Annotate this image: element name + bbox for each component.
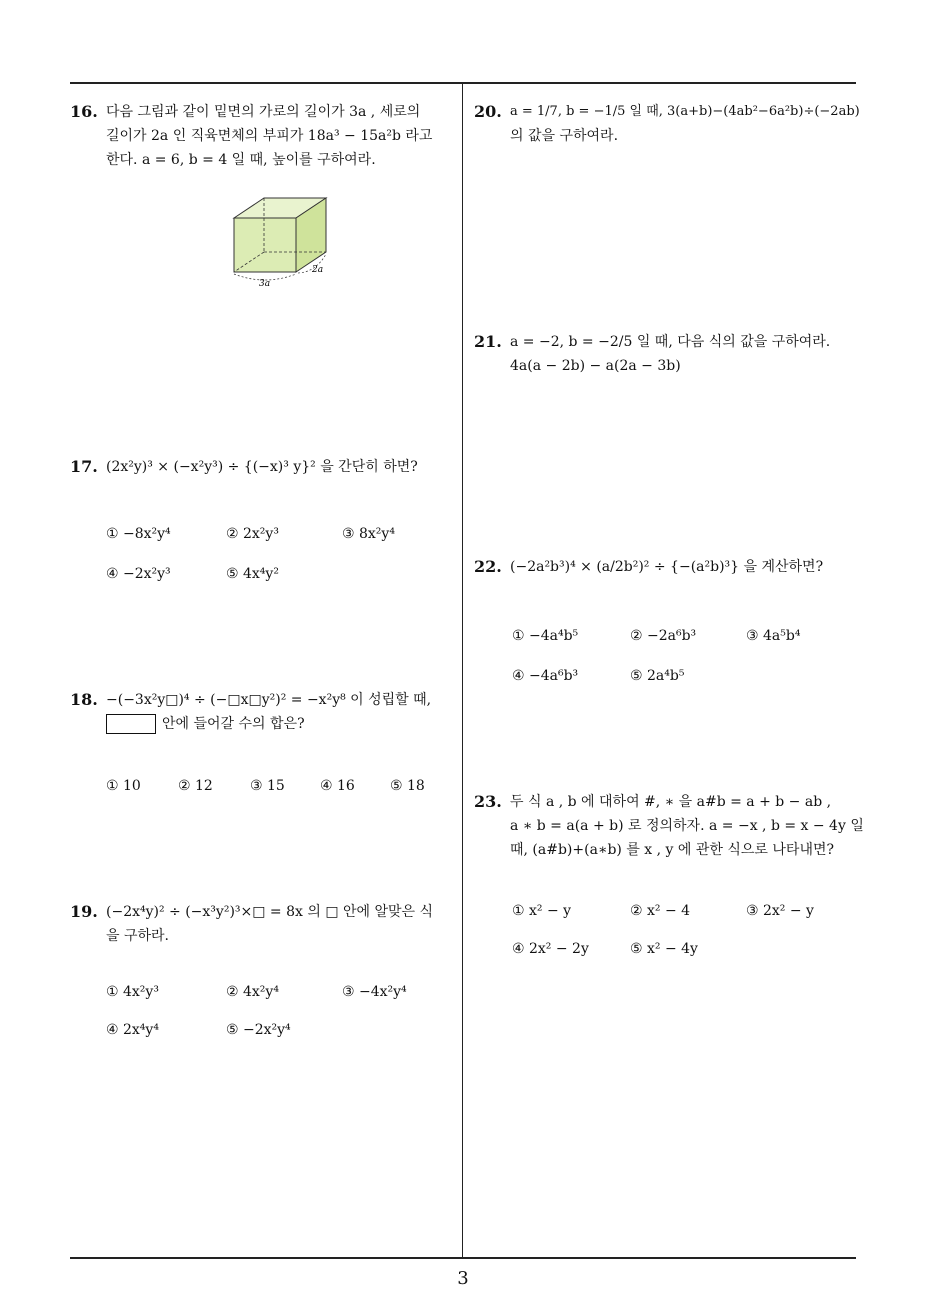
choice-4[interactable]: ④ 2x² − 2y bbox=[512, 941, 589, 957]
choice-1[interactable]: ① 4x²y³ bbox=[106, 984, 159, 1000]
question-text-line: 의 값을 구하여라. bbox=[510, 128, 619, 144]
choice-5[interactable]: ⑤ 18 bbox=[390, 778, 425, 794]
bottom-rule bbox=[70, 1257, 856, 1259]
choice-2[interactable]: ② −2a⁶b³ bbox=[630, 628, 697, 644]
choice-5[interactable]: ⑤ 4x⁴y² bbox=[226, 566, 279, 582]
question-text-line: (−2x⁴y)² ÷ (−x³y²)³×□ = 8x 의 □ 안에 알맞은 식 bbox=[106, 904, 434, 920]
choice-1[interactable]: ① x² − y bbox=[512, 903, 572, 919]
question-text-line: 한다. a = 6, b = 4 일 때, 높이를 구하여라. bbox=[106, 152, 376, 168]
depth-label: 2a bbox=[312, 265, 324, 275]
choice-2[interactable]: ② 12 bbox=[178, 778, 213, 794]
question-text-line: 두 식 a , b 에 대하여 #, ∗ 을 a#b = a + b − ab , bbox=[510, 794, 832, 810]
choice-3[interactable]: ③ 4a⁵b⁴ bbox=[746, 628, 801, 644]
question-text-line: (−2a²b³)⁴ × (a/2b²)² ÷ {−(a²b)³} 을 계산하면? bbox=[510, 559, 824, 575]
question-number: 17. bbox=[70, 457, 98, 476]
answer-box bbox=[106, 714, 156, 734]
question-number: 16. bbox=[70, 102, 98, 121]
question-21 bbox=[474, 330, 864, 378]
question-number: 23. bbox=[474, 792, 502, 811]
question-20 bbox=[474, 100, 864, 148]
choice-3[interactable]: ③ 2x² − y bbox=[746, 903, 814, 919]
question-number: 22. bbox=[474, 557, 502, 576]
choice-2[interactable]: ② 4x²y⁴ bbox=[226, 984, 279, 1000]
question-text-line: 안에 들어갈 수의 합은? bbox=[162, 716, 305, 732]
width-label: 3a bbox=[259, 279, 271, 289]
top-rule bbox=[70, 82, 856, 84]
question-text-line: −(−3x²y□)⁴ ÷ (−□x□y²)² = −x²y⁸ 이 성립할 때, bbox=[106, 692, 432, 708]
choice-4[interactable]: ④ −4a⁶b³ bbox=[512, 668, 579, 684]
question-23 bbox=[474, 790, 864, 862]
question-number: 18. bbox=[70, 690, 98, 709]
question-text-line: 때, (a#b)+(a∗b) 를 x , y 에 관한 식으로 나타내면? bbox=[510, 842, 834, 858]
choice-5[interactable]: ⑤ 2a⁴b⁵ bbox=[630, 668, 685, 684]
question-text-line: 을 구하라. bbox=[106, 928, 169, 944]
question-text-line: (2x²y)³ × (−x²y³) ÷ {(−x)³ y}² 을 간단히 하면? bbox=[106, 459, 418, 475]
question-22 bbox=[474, 555, 864, 579]
question-19 bbox=[70, 900, 460, 948]
choice-2[interactable]: ② x² − 4 bbox=[630, 903, 691, 919]
choice-5[interactable]: ⑤ x² − 4y bbox=[630, 941, 698, 957]
column-divider bbox=[462, 83, 463, 1258]
choice-1[interactable]: ① −8x²y⁴ bbox=[106, 526, 171, 542]
question-16 bbox=[70, 100, 460, 172]
choice-1[interactable]: ① 10 bbox=[106, 778, 141, 794]
question-text-line: a ∗ b = a(a + b) 로 정의하자. a = −x , b = x − 4y 일 bbox=[510, 818, 864, 834]
choice-3[interactable]: ③ 15 bbox=[250, 778, 285, 794]
question-text-line: 4a(a − 2b) − a(2a − 3b) bbox=[510, 358, 681, 374]
choice-5[interactable]: ⑤ −2x²y⁴ bbox=[226, 1022, 291, 1038]
choice-3[interactable]: ③ 8x²y⁴ bbox=[342, 526, 395, 542]
choice-4[interactable]: ④ −2x²y³ bbox=[106, 566, 171, 582]
question-17 bbox=[70, 455, 460, 479]
choice-4[interactable]: ④ 2x⁴y⁴ bbox=[106, 1022, 159, 1038]
question-text-line: 다음 그림과 같이 밑면의 가로의 길이가 3a , 세로의 bbox=[106, 104, 421, 120]
question-number: 21. bbox=[474, 332, 502, 351]
question-18 bbox=[70, 688, 460, 736]
choice-2[interactable]: ② 2x²y³ bbox=[226, 526, 279, 542]
question-text-line: a = −2, b = −2/5 일 때, 다음 식의 값을 구하여라. bbox=[510, 334, 831, 350]
question-text-line: a = 1/7, b = −1/5 일 때, 3(a+b)−(4ab²−6a²b)÷(−2ab) bbox=[510, 104, 860, 119]
page-number: 3 bbox=[457, 1268, 469, 1289]
question-number: 20. bbox=[474, 102, 502, 121]
choice-3[interactable]: ③ −4x²y⁴ bbox=[342, 984, 407, 1000]
choice-4[interactable]: ④ 16 bbox=[320, 778, 355, 794]
choice-1[interactable]: ① −4a⁴b⁵ bbox=[512, 628, 579, 644]
question-text-line: 길이가 2a 인 직육면체의 부피가 18a³ − 15a²b 라고 bbox=[106, 128, 433, 144]
question-number: 19. bbox=[70, 902, 98, 921]
cuboid-figure bbox=[226, 190, 346, 290]
